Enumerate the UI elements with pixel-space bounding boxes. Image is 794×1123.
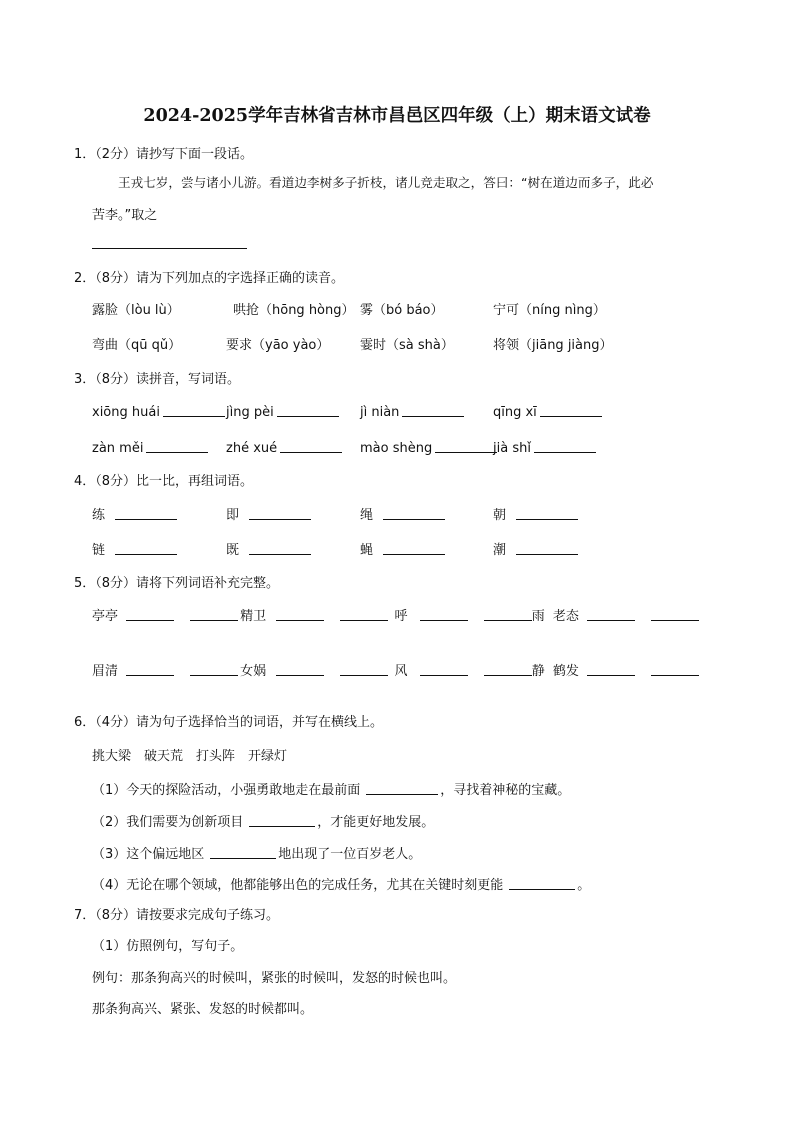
q3-pinyin-1: xiōng huái bbox=[92, 405, 225, 419]
q2-item-5: 弯曲（qū qǔ） bbox=[92, 338, 182, 353]
q5-blank[interactable] bbox=[651, 664, 699, 676]
q4-blank-2[interactable] bbox=[249, 508, 311, 520]
q3-pinyin-4: qīng xī bbox=[493, 405, 602, 419]
q4-char-5: 链 bbox=[92, 543, 177, 557]
q5-blank[interactable] bbox=[276, 664, 324, 676]
q5-blank[interactable] bbox=[190, 664, 238, 676]
q5-blank[interactable] bbox=[420, 609, 468, 621]
q3-blank-7[interactable] bbox=[435, 441, 497, 453]
q5-blank[interactable] bbox=[651, 609, 699, 621]
question-3-heading: 3．（8分）读拼音，写词语。 bbox=[74, 372, 241, 387]
q2-item-7: 霎时（sà shà） bbox=[360, 338, 454, 353]
q4-blank-5[interactable] bbox=[115, 543, 177, 555]
q6-blank-3[interactable] bbox=[210, 847, 276, 859]
question-6-heading: 6．（4分）请为句子选择恰当的词语，并写在横线上。 bbox=[74, 715, 384, 730]
q3-blank-6[interactable] bbox=[280, 441, 342, 453]
q4-char-8: 潮 bbox=[493, 543, 578, 557]
q4-char-1: 练 bbox=[92, 508, 177, 522]
q6-blank-4[interactable] bbox=[509, 878, 575, 890]
q3-blank-4[interactable] bbox=[540, 405, 602, 417]
q3-blank-2[interactable] bbox=[277, 405, 339, 417]
question-1-heading: 1．（2分）请抄写下面一段话。 bbox=[74, 147, 254, 162]
question-1-passage-line-2: 苦李。”取之 bbox=[92, 208, 158, 223]
q2-item-3: 雾（bó báo） bbox=[360, 303, 444, 318]
q5-blank[interactable] bbox=[484, 664, 532, 676]
q4-blank-8[interactable] bbox=[516, 543, 578, 555]
q6-sentence-4: （4）无论在哪个领域，他都能够出色的完成任务，尤其在关键时刻更能 。 bbox=[92, 878, 591, 893]
q5-blank[interactable] bbox=[340, 664, 388, 676]
question-2-heading: 2．（8分）请为下列加点的字选择正确的读音。 bbox=[74, 271, 345, 286]
q3-pinyin-2: jìng pèi bbox=[226, 405, 339, 419]
q6-sentence-3: （3）这个偏远地区 地出现了一位百岁老人。 bbox=[92, 847, 422, 862]
q6-sentence-1: （1）今天的探险活动，小强勇敢地走在最前面 ，寻找着神秘的宝藏。 bbox=[92, 783, 571, 798]
q4-char-7: 蝇 bbox=[360, 543, 445, 557]
q2-item-6: 要求（yāo yào） bbox=[226, 338, 330, 353]
q4-blank-4[interactable] bbox=[516, 508, 578, 520]
q5-blank[interactable] bbox=[484, 609, 532, 621]
question-1-answer-line[interactable] bbox=[92, 248, 247, 249]
question-7-heading: 7．（8分）请按要求完成句子练习。 bbox=[74, 908, 280, 923]
q5-blank[interactable] bbox=[126, 609, 174, 621]
q7-sentence: 那条狗高兴、紧张、发怒的时候都叫。 bbox=[92, 1002, 314, 1017]
q3-pinyin-6: zhé xué bbox=[226, 441, 342, 455]
q3-pinyin-7: mào shèng bbox=[360, 441, 497, 455]
q5-blank[interactable] bbox=[126, 664, 174, 676]
q3-blank-8[interactable] bbox=[534, 441, 596, 453]
q4-blank-7[interactable] bbox=[383, 543, 445, 555]
q5-blank[interactable] bbox=[340, 609, 388, 621]
q6-blank-2[interactable] bbox=[249, 815, 315, 827]
q5-row-1: 亭亭 精卫 呼 雨 老态 bbox=[92, 609, 699, 623]
question-4-heading: 4．（8分）比一比，再组词语。 bbox=[74, 474, 254, 489]
q4-blank-3[interactable] bbox=[383, 508, 445, 520]
q4-blank-1[interactable] bbox=[115, 508, 177, 520]
q3-pinyin-3: jì niàn bbox=[360, 405, 464, 419]
q4-char-6: 既 bbox=[226, 543, 311, 557]
q3-blank-1[interactable] bbox=[163, 405, 225, 417]
q6-word-options: 挑大梁 破天荒 打头阵 开绿灯 bbox=[92, 749, 288, 764]
q6-blank-1[interactable] bbox=[366, 783, 438, 795]
q2-item-8: 将领（jiāng jiàng） bbox=[493, 338, 613, 353]
page-title: 2024-2025学年吉林省吉林市昌邑区四年级（上）期末语文试卷 bbox=[143, 106, 651, 126]
q2-item-4: 宁可（níng nìng） bbox=[493, 303, 606, 318]
q4-char-3: 绳 bbox=[360, 508, 445, 522]
question-5-heading: 5．（8分）请将下列词语补充完整。 bbox=[74, 576, 280, 591]
q4-blank-6[interactable] bbox=[249, 543, 311, 555]
q7-subquestion-1: （1）仿照例句，写句子。 bbox=[92, 939, 244, 954]
q5-blank[interactable] bbox=[276, 609, 324, 621]
q6-sentence-2: （2）我们需要为创新项目 ，才能更好地发展。 bbox=[92, 815, 435, 830]
q3-blank-3[interactable] bbox=[402, 405, 464, 417]
q4-char-4: 朝 bbox=[493, 508, 578, 522]
q5-blank[interactable] bbox=[420, 664, 468, 676]
q2-item-1: 露脸（lòu lù） bbox=[92, 303, 180, 318]
q5-blank[interactable] bbox=[587, 609, 635, 621]
q3-pinyin-8: jià shǐ bbox=[493, 441, 596, 455]
q5-blank[interactable] bbox=[587, 664, 635, 676]
q4-char-2: 即 bbox=[226, 508, 311, 522]
q3-pinyin-5: zàn měi bbox=[92, 441, 208, 455]
q5-row-2: 眉清 女娲 风 静 鹤发 bbox=[92, 664, 699, 678]
q3-blank-5[interactable] bbox=[146, 441, 208, 453]
question-1-passage-line-1: 王戎七岁，尝与诸小儿游。看道边李树多子折枝，诸儿竞走取之，答曰：“树在道边而多子，此必 bbox=[118, 175, 654, 190]
q2-item-2: 哄抢（hōng hòng） bbox=[233, 303, 355, 318]
q7-example-sentence: 例句：那条狗高兴的时候叫，紧张的时候叫，发怒的时候也叫。 bbox=[92, 971, 457, 986]
q5-blank[interactable] bbox=[190, 609, 238, 621]
